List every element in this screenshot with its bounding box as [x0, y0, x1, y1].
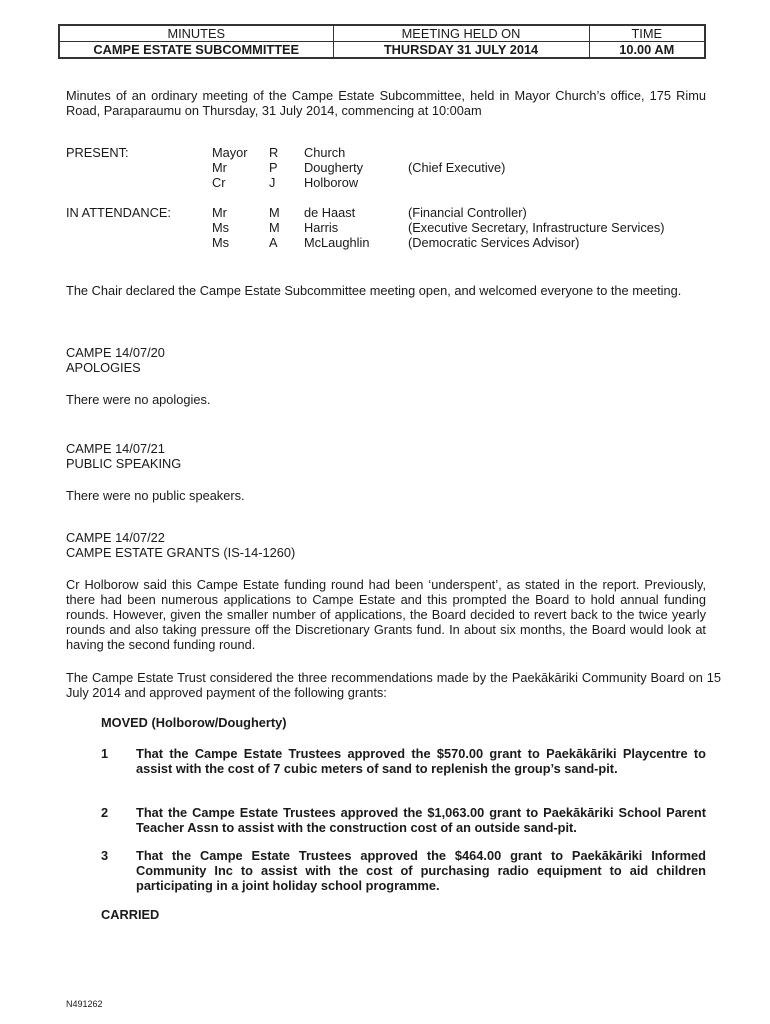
- person-role: (Executive Secretary, Infrastructure Services): [408, 220, 665, 235]
- header-meeting-date: THURSDAY 31 JULY 2014: [333, 42, 589, 59]
- header-time-label: TIME: [589, 25, 705, 42]
- person-name: Harris: [304, 220, 339, 235]
- attendance-list: [66, 205, 726, 250]
- person-name: Holborow: [304, 175, 359, 190]
- item-public-speaking: [66, 441, 706, 503]
- resolution-text: That the Campe Estate Trustees approved the $570.00 grant to Paekākāriki Playcentre to assist with the cost of 7 cubic meters of sand to replenish the group’s sand-pit.: [136, 746, 706, 776]
- header-minutes-label: MINUTES: [59, 25, 333, 42]
- person-initial: R: [269, 145, 279, 160]
- carried-line: CARRIED: [101, 907, 160, 922]
- item-ref: CAMPE 14/07/21: [66, 441, 165, 456]
- person-title: Ms: [212, 220, 230, 235]
- header-committee-name: CAMPE ESTATE SUBCOMMITTEE: [59, 42, 333, 59]
- attendance-label: IN ATTENDANCE:: [66, 205, 171, 220]
- person-initial: M: [269, 220, 280, 235]
- resolution-item: [101, 746, 706, 776]
- present-row: [66, 160, 726, 175]
- person-title: Mr: [212, 205, 227, 220]
- resolution-number: 1: [101, 746, 109, 761]
- person-name: de Haast: [304, 205, 356, 220]
- resolution-number: 2: [101, 805, 109, 820]
- present-label: PRESENT:: [66, 145, 129, 160]
- resolution-number: 3: [101, 848, 109, 863]
- attendance-row: [66, 235, 726, 250]
- item-body: There were no apologies.: [66, 392, 211, 407]
- person-name: Dougherty: [304, 160, 364, 175]
- resolution-text: That the Campe Estate Trustees approved the $1,063.00 grant to Paekākāriki School Parent Teacher Assn to assist with the construction cost of an outside sand-pit.: [136, 805, 706, 835]
- person-initial: J: [269, 175, 276, 190]
- person-title: Mayor: [212, 145, 248, 160]
- present-list: [66, 145, 726, 190]
- intro-paragraph: Minutes of an ordinary meeting of the Campe Estate Subcommittee, held in Mayor Church’s office, 175 Rimu Road, Paraparaumu on Thursday, 31 July 2014, commencing at 10:00am: [66, 88, 706, 118]
- item-body: There were no public speakers.: [66, 488, 245, 503]
- grants-body-paragraph: Cr Holborow said this Campe Estate funding round had been ‘underspent’, as stated in the report. Previously, there had been numerous applications to Campe Estate and this prompted the Board to hold annual funding rounds. However, given the smaller number of applications, the Board decided to revert back to the twice yearly rounds and also taking pressure off the Discretionary Grants fund. In about six months, the Board would look at having the second funding round.: [66, 577, 706, 652]
- attendance-row: [66, 220, 726, 235]
- person-role: (Financial Controller): [408, 205, 527, 220]
- person-title: Ms: [212, 235, 230, 250]
- item-heading: APOLOGIES: [66, 360, 141, 375]
- header-value-row: [59, 42, 705, 59]
- header-label-row: [59, 25, 705, 42]
- item-ref: CAMPE 14/07/22: [66, 530, 165, 545]
- person-name: Church: [304, 145, 346, 160]
- item-grants: [66, 530, 706, 560]
- person-initial: A: [269, 235, 278, 250]
- header-meeting-label: MEETING HELD ON: [333, 25, 589, 42]
- present-row: [66, 175, 726, 190]
- person-title: Cr: [212, 175, 226, 190]
- person-role: (Democratic Services Advisor): [408, 235, 580, 250]
- header-table: [58, 24, 706, 59]
- item-heading: PUBLIC SPEAKING: [66, 456, 182, 471]
- resolution-item: [101, 848, 706, 893]
- moved-line: MOVED (Holborow/Dougherty): [101, 715, 287, 730]
- document-number: N491262: [66, 999, 103, 1009]
- person-role: (Chief Executive): [408, 160, 506, 175]
- attendance-row: [66, 205, 726, 220]
- item-apologies: [66, 345, 706, 407]
- person-initial: P: [269, 160, 278, 175]
- person-title: Mr: [212, 160, 227, 175]
- header-meeting-time: 10.00 AM: [589, 42, 705, 59]
- item-heading: CAMPE ESTATE GRANTS (IS-14-1260): [66, 545, 296, 560]
- opening-paragraph: The Chair declared the Campe Estate Subcommittee meeting open, and welcomed everyone to the meeting.: [66, 283, 682, 298]
- resolution-text: That the Campe Estate Trustees approved the $464.00 grant to Paekākāriki Informed Community Inc to assist with the cost of purchasing radio equipment to aid children participating in a joint holiday school programme.: [136, 848, 706, 893]
- resolution-item: [101, 805, 706, 835]
- item-ref: CAMPE 14/07/20: [66, 345, 165, 360]
- person-name: McLaughlin: [304, 235, 370, 250]
- grants-body-paragraph-2: The Campe Estate Trust considered the three recommendations made by the Paekākāriki Community Board on 15 July 2014 and approved payment of the following grants:: [66, 670, 721, 700]
- person-initial: M: [269, 205, 280, 220]
- present-row: [66, 145, 726, 160]
